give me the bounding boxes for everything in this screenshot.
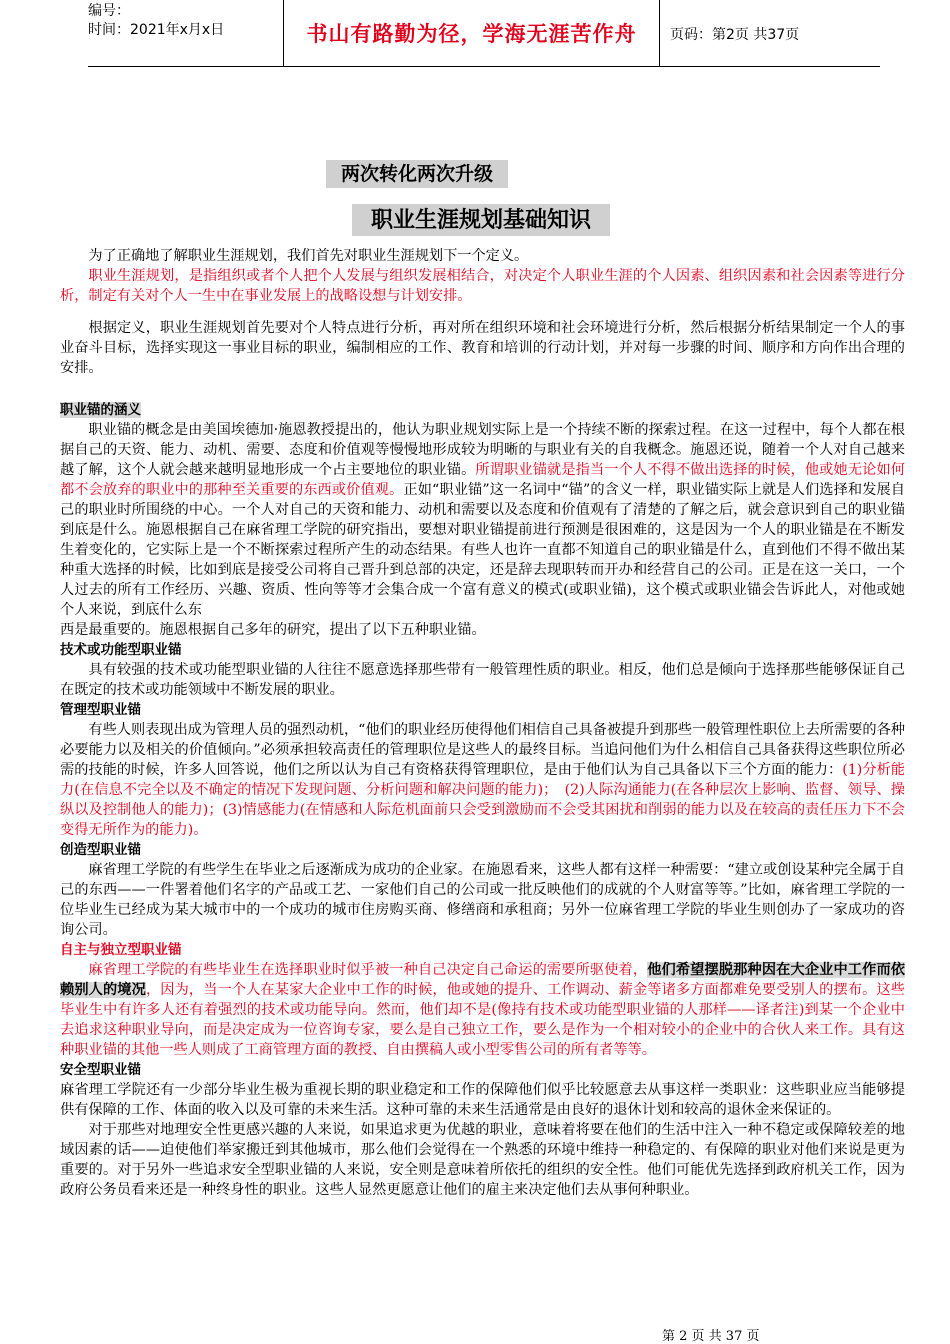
header-page-label: 页码：第2页 共37页 <box>670 27 800 43</box>
anchor-heading-text: 职业锚的涵义 <box>60 402 141 418</box>
spacer <box>60 378 905 400</box>
tech-paragraph: 具有较强的技术或功能型职业锚的人往往不愿意选择那些带有一般管理性质的职业。相反，他们总是倾向于选择那些能够保证自己在既定的技术或功能领域中不断发展的职业。 <box>60 662 905 698</box>
indep-heading: 自主与独立型职业锚 <box>60 942 182 958</box>
header-meta <box>88 2 282 40</box>
mgmt-heading: 管理型职业锚 <box>60 702 141 718</box>
doc-time-label: 时间：2021年x月x日 <box>88 22 225 38</box>
spacer <box>60 306 905 318</box>
secure-paragraph-1: 麻省理工学院还有一少部分毕业生极为重视长期的职业稳定和工作的保障他们似乎比较愿意去从事这样一类职业：这些职业应当能够提供有保障的工作、体面的收入以及可靠的未来生活。这种可靠的未来生活通常是由良好的退休计划和较高的退休金来保证的。 <box>60 1082 905 1118</box>
create-heading: 创造型职业锚 <box>60 842 141 858</box>
anchor-definition: 所谓职业锚就是指当一个人不得不做出选择的时候，他或她无论如何都不会放弃的职业中的那种至关重要的东西或价值观。 <box>60 462 905 498</box>
header-motto: 书山有路勤为径，学海无涯苦作舟 <box>306 22 637 46</box>
anchor-heading <box>60 400 905 420</box>
anchor-paragraph <box>60 420 905 620</box>
page-header <box>88 0 880 67</box>
page-footer: 第 2 页 共 37 页 <box>662 1329 760 1344</box>
anchor-text-c: 正如“职业锚”这一名词中“锚”的含义一样，职业锚实际上就是人们选择和发展自己的职业时所围绕的中心。一个人对自己的天资和能力、动机和需要以及态度和价值观有了清楚的了解之后，就会意识到自己的职业锚到底是什么。施恩根据自己在麻省理工学院的研究指出，要想对职业锚提前进行预测是很困难的，这是因为一个人的职业锚是在不断发生着变化的，它实际上是一个不断探索过程所产生的动态结果。有些人也许一直都不知道自己的职业锚是什么，直到他们不得不做出某种重大选择的时候，比如到底是接受公司将自己晋升到总部的决定，还是辞去现职转而开办和经营自己的公司。正是在这一关口，一个人过去的所有工作经历、兴趣、资质、性向等等才会集合成一个富有意义的模式(或职业锚)，这个模式或职业锚会告诉此人，对他或她个人来说，到底什么东 <box>60 482 905 618</box>
doc-body <box>60 246 905 1200</box>
secure-heading: 安全型职业锚 <box>60 1062 141 1078</box>
header-motto-cell <box>283 0 660 66</box>
secure-paragraph-2: 对于那些对地理安全性更感兴趣的人来说，如果追求更为优越的职业，意味着将要在他们的生活中注入一种不稳定或保障较差的地域因素的话——迫使他们举家搬迁到其他城市，那么他们会觉得在一个熟悉的环境中维持一种稳定的、有保障的职业对他们来说是更为重要的。对于另外一些追求安全型职业锚的人来说，安全则是意味着所依托的组织的安全性。他们可能优先选择到政府机关工作，因为政府公务员看来还是一种终身性的职业。这些人显然更愿意让他们的雇主来决定他们去从事何种职业。 <box>60 1122 905 1198</box>
tech-heading: 技术或功能型职业锚 <box>60 642 182 658</box>
indep-text-c: ，因为，当一个人在某家大企业中工作的时候，他或她的提升、工作调动、薪金等诸多方面都难免要受别人的摆布。这些毕业生中有许多人还有着强烈的技术或功能导向。然而，他们却不是(像持有技术或功能型职业锚的人那样——译者注)到某一个企业中去追求这种职业导向，而是决定成为一位咨询专家，要么是自己独立工作，要么是作为一个相对较小的企业中的合伙人来工作。具有这种职业锚的其他一些人则成了工商管理方面的教授、自由撰稿人或小型零售公司的所有者等等。 <box>60 982 905 1058</box>
anchor-text-a: 职业锚的概念是由美国埃德加·施恩教授提出的，他认为职业规划实际上是一个持续不断的探索过程。在这一过程中，每个人都在根据自己的天资、能力、动机、需要、态度和价值观等慢慢地形成较为明晰的与职业有关的自我概念。施恩还说，随着一个人对自己越来越了解，这个人就会越来越明显地形成一个占主要地位的职业锚。 <box>60 422 905 478</box>
doc-number-label: 编号： <box>88 3 130 19</box>
anchor-paragraph-end: 西是最重要的。施恩根据自己多年的研究，提出了以下五种职业锚。 <box>60 622 486 638</box>
doc-subtitle: 两次转化两次升级 <box>326 160 508 188</box>
indep-paragraph <box>60 960 905 1060</box>
mgmt-paragraph <box>60 720 905 840</box>
create-paragraph: 麻省理工学院的有些学生在毕业之后逐渐成为成功的企业家。在施恩看来，这些人都有这样一种需要：“建立或创设某种完全属于自己的东西——一件署着他们名字的产品或工艺、一家他们自己的公司或一批反映他们的成就的个人财富等等。”比如，麻省理工学院的一位毕业生已经成为某大城市中的一个成功的城市住房购买商、修缮商和承租商；另外一位麻省理工学院的毕业生则创办了一家成功的咨询公司。 <box>60 862 905 938</box>
definition-paragraph: 职业生涯规划，是指组织或者个人把个人发展与组织发展相结合，对决定个人职业生涯的个人因素、组织因素和社会因素等进行分析，制定有关对个人一生中在事业发展上的战略设想与计划安排。 <box>60 268 905 304</box>
doc-title: 职业生涯规划基础知识 <box>352 204 610 236</box>
intro-paragraph: 为了正确地了解职业生涯规划，我们首先对职业生涯规划下一个定义。 <box>88 248 529 264</box>
basis-paragraph: 根据定义，职业生涯规划首先要对个人特点进行分析，再对所在组织环境和社会环境进行分析，然后根据分析结果制定一个人的事业奋斗目标，选择实现这一事业目标的职业，编制相应的工作、教育和培训的行动计划，并对每一步骤的时间、顺序和方向作出合理的安排。 <box>60 320 905 376</box>
mgmt-abilities: (1)分析能力(在信息不完全以及不确定的情况下发现问题、分析问题和解决问题的能力)； (2)人际沟通能力(在各种层次上影响、监督、领导、操纵以及控制他人的能力)；(3)情感能力(在情感和人际危机面前只会受到激励而不会受其困扰和削弱的能力以及在较高的责任压力下不会变得无所作为的能力)。 <box>60 762 905 838</box>
indep-highlight: 他们希望摆脱那种因在大企业中工作而依赖别人的境况 <box>60 962 905 998</box>
mgmt-text-a: 有些人则表现出成为管理人员的强烈动机，“他们的职业经历使得他们相信自己具备被提升到那些一般管理性职位上去所需要的各种必要能力以及相关的价值倾向。”必须承担较高责任的管理职位是这些人的最终目标。当追问他们为什么相信自己具备获得这些职位所必需的技能的时候，许多人回答说，他们之所以认为自己有资格获得管理职位，是由于他们认为自己具备以下三个方面的能力： <box>60 722 905 778</box>
indep-text-a: 麻省理工学院的有些毕业生在选择职业时似乎被一种自己决定自己命运的需要所驱使着， <box>88 962 648 978</box>
